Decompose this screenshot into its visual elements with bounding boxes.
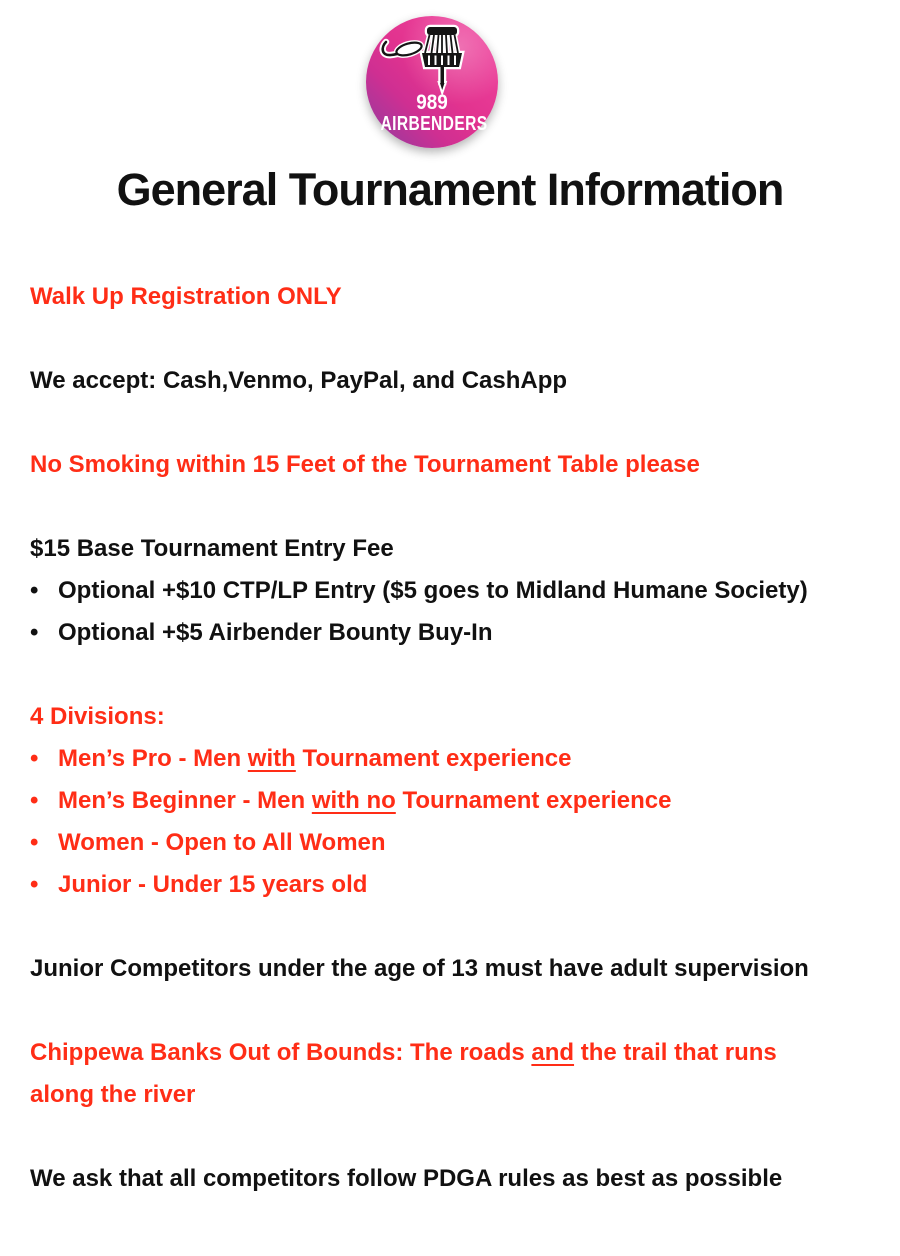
entry-fee-text: $15 Base Tournament Entry Fee <box>30 535 394 562</box>
payment-methods-text: We accept: Cash,Venmo, PayPal, and CashApp <box>30 367 568 394</box>
division-mens-beginner <box>30 780 870 822</box>
division-women-text: Women - Open to All Women <box>58 829 386 856</box>
page-title: General Tournament Information <box>116 164 784 215</box>
logo-airbenders-text: AIRBENDERS <box>380 113 488 135</box>
entry-fee-heading <box>30 528 870 570</box>
walkup-registration-note <box>30 276 870 318</box>
bullet-icon: • <box>30 745 39 772</box>
fee-option-ctp-lp-text: Optional +$10 CTP/LP Entry ($5 goes to Midland Humane Society) <box>58 577 808 604</box>
no-smoking-note <box>30 444 870 486</box>
flyer-body <box>0 276 900 1200</box>
junior-supervision-text: Junior Competitors under the age of 13 must have adult supervision <box>30 955 809 982</box>
out-of-bounds-text: Chippewa Banks Out of Bounds: The roads <box>30 1039 532 1066</box>
pdga-rules-note <box>30 1158 870 1200</box>
bullet-icon: • <box>30 619 39 646</box>
pdga-rules-text: We ask that all competitors follow PDGA rules as best as possible <box>30 1165 783 1192</box>
bullet-icon: • <box>30 829 39 856</box>
no-smoking-text: No Smoking within 15 Feet of the Tournament Table please <box>30 451 700 478</box>
out-of-bounds-note <box>30 1032 850 1116</box>
fee-option-ctp-lp <box>30 570 870 612</box>
fee-option-bounty-text: Optional +$5 Airbender Bounty Buy-In <box>58 619 493 646</box>
divisions-heading <box>30 696 870 738</box>
division-junior-text: Junior - Under 15 years old <box>58 871 368 898</box>
bullet-icon: • <box>30 787 39 814</box>
out-of-bounds-line2: along the river <box>30 1081 196 1108</box>
division-women <box>30 822 870 864</box>
fee-option-bounty <box>30 612 870 654</box>
junior-supervision-note <box>30 948 870 990</box>
bullet-icon: • <box>30 871 39 898</box>
division-mens-pro <box>30 738 870 780</box>
out-of-bounds-underline: and <box>531 1039 575 1066</box>
divisions-heading-text: 4 Divisions: <box>30 703 165 730</box>
airbenders-logo <box>366 16 498 148</box>
division-mens-beginner-rest: Tournament experience <box>395 787 672 814</box>
walkup-registration-text: Walk Up Registration ONLY <box>30 283 342 310</box>
bullet-icon: • <box>30 577 39 604</box>
division-mens-beginner-underline: with no <box>311 787 396 814</box>
division-mens-beginner-text: Men’s Beginner - Men <box>58 787 312 814</box>
division-mens-pro-underline: with <box>247 745 296 772</box>
payment-methods-note <box>30 360 870 402</box>
logo-989-text: 989 <box>416 91 448 114</box>
out-of-bounds-rest: the trail that runs <box>574 1039 777 1066</box>
division-junior <box>30 864 870 906</box>
division-mens-pro-text: Men’s Pro - Men <box>58 745 248 772</box>
division-mens-pro-rest: Tournament experience <box>295 745 572 772</box>
